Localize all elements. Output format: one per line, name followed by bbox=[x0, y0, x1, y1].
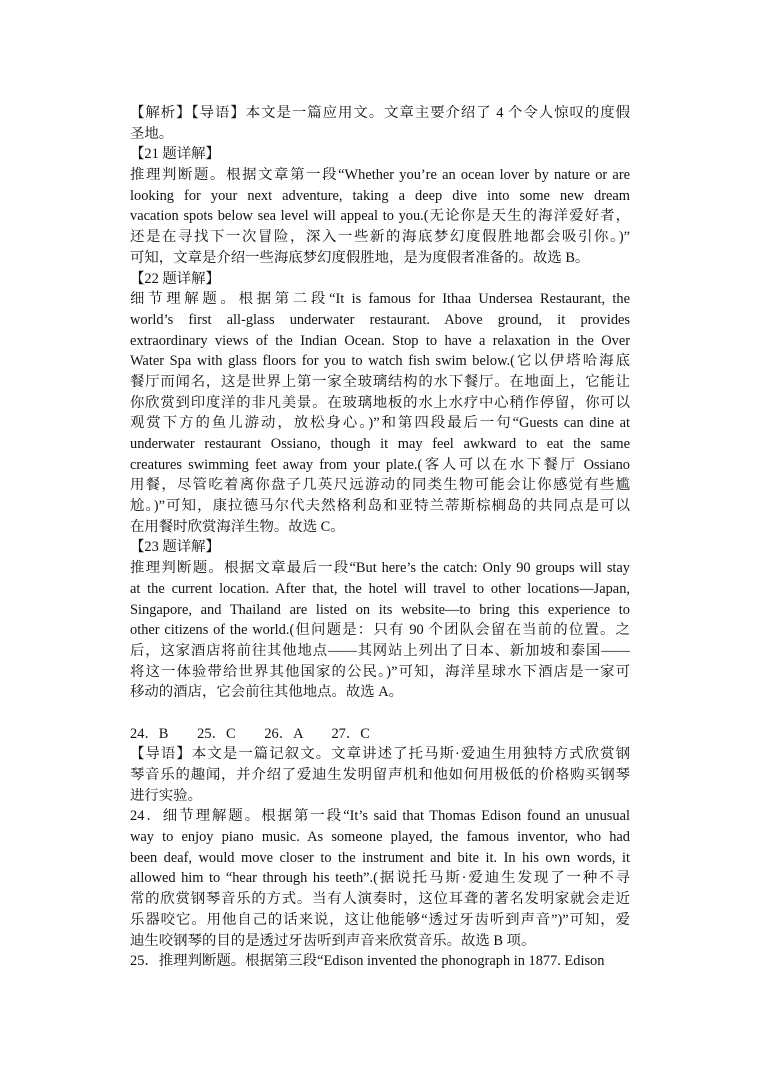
text-line: been deaf, would move closer to the instrument and bite it. In his own words, it bbox=[130, 849, 630, 866]
text-line: 圣地。 bbox=[130, 125, 174, 142]
text-line: 细节理解题。根据第二段“It is famous for Ithaa Undersea Restaurant, the bbox=[130, 291, 630, 308]
text-line: 24．细节理解题。根据第一段“It’s said that Thomas Edison found an unusual bbox=[130, 808, 630, 825]
text-line: allowed him to “hear through his teeth”.(据说托马斯·爱迪生发现了一种不寻 bbox=[130, 870, 630, 887]
question-heading: 【21 题详解】 bbox=[130, 146, 220, 163]
text-line: 可知，文章是介绍一些海底梦幻度假胜地，是为度假者准备的。故选 B。 bbox=[130, 249, 590, 266]
text-line: 【解析】【导语】本文是一篇应用文。文章主要介绍了 4 个令人惊叹的度假 bbox=[130, 105, 630, 121]
text-line: creatures swimming feet away from your plate.(客人可以在水下餐厅 Ossiano bbox=[130, 456, 630, 473]
text-line: other citizens of the world.(但问题是：只有 90 个团队会留在当前的位置。之 bbox=[130, 622, 630, 639]
text-line: 琴音乐的趣闻，并介绍了爱迪生发明留声机和他如何用极低的价格购买钢琴 bbox=[130, 767, 630, 783]
text-line: way to enjoy piano music. As someone played, the famous inventor, who had bbox=[130, 829, 630, 846]
text-line: vacation spots below sea level will appeal to you.(无论你是天生的海洋爱好者， bbox=[130, 208, 630, 225]
text-line: 尬。)”可知，康拉德马尔代夫然格利岛和亚特兰蒂斯棕榈岛的共同点是可以 bbox=[130, 498, 630, 515]
text-line: 乐器咬它。用他自己的话来说，这让他能够“透过牙齿听到声音”)”可知，爱 bbox=[130, 911, 630, 928]
text-line: 【导语】本文是一篇记叙文。文章讲述了托马斯·爱迪生用独特方式欣赏钢 bbox=[130, 746, 630, 763]
document-page bbox=[130, 103, 630, 972]
text-line: Water Spa with glass floors for you to watch fish swim below.(它以伊塔哈海底 bbox=[130, 353, 630, 370]
text-line: underwater restaurant Ossiano, though it may feel awkward to eat the same bbox=[130, 436, 630, 452]
text-line: 将这一体验带给世界其他国家的公民。)”可知，海洋星球水下酒店是一家可 bbox=[130, 663, 630, 680]
text-line: 你欣赏到印度洋的非凡美景。在玻璃地板的水上水疗中心稍作停留，你可以 bbox=[130, 394, 630, 411]
text-line: 迪生咬钢琴的目的是透过牙齿听到声音来欣赏音乐。故选 B 项。 bbox=[130, 932, 536, 949]
text-line: 餐厅而闻名，这是世界上第一家全玻璃结构的水下餐厅。在地面上，它能让 bbox=[130, 373, 630, 390]
answer-key-line: 24．B 25．C 26．A 27．C bbox=[130, 725, 370, 742]
text-line: world’s first all-glass underwater restaurant. Above ground, it provides bbox=[130, 311, 630, 328]
question-heading: 【23 题详解】 bbox=[130, 539, 220, 556]
text-line: extraordinary views of the Indian Ocean. Stop to have a relaxation in the Over bbox=[130, 332, 630, 349]
text-line: 用餐，尽管吃着离你盘子几英尺远游动的同类生物可能会让你感觉有些尴 bbox=[130, 477, 630, 494]
text-line: 推理判断题。根据文章最后一段“But here’s the catch: Only 90 groups will stay bbox=[130, 560, 630, 577]
text-line: 还是在寻找下一次冒险，深入一些新的海底梦幻度假胜地都会吸引你。)” bbox=[130, 229, 630, 246]
blank-line bbox=[130, 703, 630, 724]
text-line: 常的欣赏钢琴音乐的方式。当有人演奏时，这位耳聋的著名发明家就会走近 bbox=[130, 891, 630, 908]
text-line: at the current location. After that, the hotel will travel to other locations—Japan, bbox=[130, 580, 630, 597]
text-line: Singapore, and Thailand are listed on its website—to bring this experience to bbox=[130, 601, 630, 618]
text-line: 25．推理判断题。根据第三段“Edison invented the phonograph in 1877. Edison bbox=[130, 953, 605, 970]
text-line: 后，这家酒店将前往其他地点——其网站上列出了日本、新加坡和泰国—— bbox=[130, 642, 630, 659]
text-line: 观赏下方的鱼儿游动，放松身心。)”和第四段最后一句“Guests can dine at bbox=[130, 415, 630, 432]
text-line: 进行实验。 bbox=[130, 787, 202, 804]
text-line: 在用餐时欣赏海洋生物。故选 C。 bbox=[130, 518, 345, 535]
question-heading: 【22 题详解】 bbox=[130, 270, 220, 287]
text-line: 移动的酒店，它会前往其他地点。故选 A。 bbox=[130, 684, 404, 701]
text-line: looking for your next adventure, taking a deep dive into some new dream bbox=[130, 187, 630, 204]
text-line: 推理判断题。根据文章第一段“Whether you’re an ocean lover by nature or are bbox=[130, 167, 630, 184]
